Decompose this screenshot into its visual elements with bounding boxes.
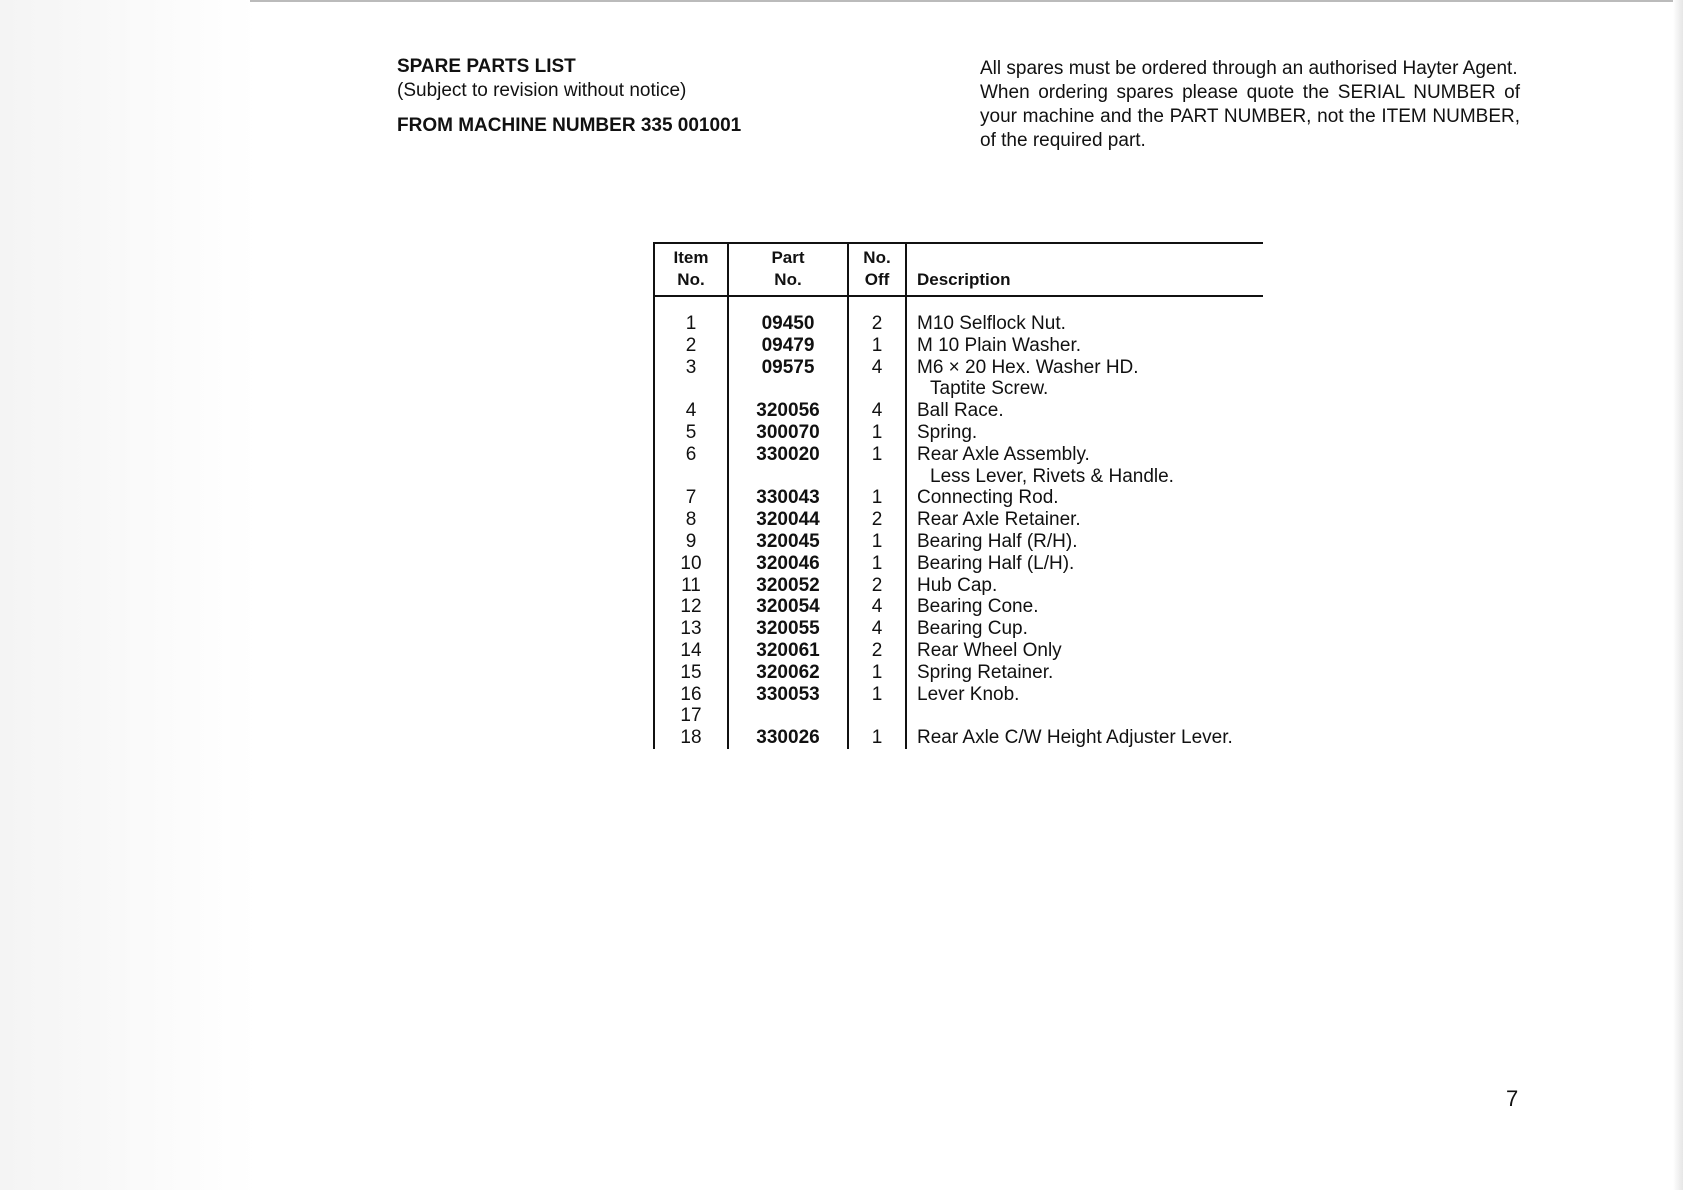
scan-right-edge — [1673, 0, 1683, 1190]
quantity-cell: 4 — [848, 596, 906, 618]
table-row — [654, 296, 1263, 335]
quantity-cell: 2 — [848, 296, 906, 335]
description-cell — [906, 531, 1263, 553]
part-number-cell: 320052 — [728, 575, 848, 597]
quantity-cell: 2 — [848, 575, 906, 597]
table-row — [654, 335, 1263, 357]
quantity-cell: 4 — [848, 618, 906, 640]
description-text: Connecting Rod. — [917, 487, 1059, 509]
item-number-cell: 12 — [654, 596, 728, 618]
quantity-cell: 1 — [848, 531, 906, 553]
spare-parts-table — [653, 242, 1263, 749]
description-text: Rear Axle C/W Height Adjuster Lever. — [917, 727, 1233, 749]
item-number-cell: 2 — [654, 335, 728, 357]
header-off-line1: No. — [863, 248, 891, 267]
part-number-cell: 330020 — [728, 444, 848, 488]
item-number-cell: 8 — [654, 509, 728, 531]
part-number-cell: 330026 — [728, 727, 848, 749]
part-number-cell — [728, 705, 848, 727]
part-number-cell: 09450 — [728, 296, 848, 335]
item-number-cell: 9 — [654, 531, 728, 553]
table-row — [654, 705, 1263, 727]
description-cell — [906, 596, 1263, 618]
machine-number: FROM MACHINE NUMBER 335 001001 — [397, 115, 742, 136]
item-number-cell: 14 — [654, 640, 728, 662]
description-text: Spring Retainer. — [917, 661, 1054, 683]
description-text: Lever Knob. — [917, 683, 1020, 705]
quantity-cell: 1 — [848, 422, 906, 444]
table-row — [654, 662, 1263, 684]
table-row — [654, 684, 1263, 706]
header-part-no — [728, 243, 848, 296]
item-number-cell: 4 — [654, 400, 728, 422]
table-row — [654, 487, 1263, 509]
description-text: Rear Wheel Only — [917, 639, 1062, 661]
item-number-cell: 7 — [654, 487, 728, 509]
quantity-cell: 4 — [848, 357, 906, 401]
table-row — [654, 444, 1263, 488]
table-row — [654, 727, 1263, 749]
description-text: M6 × 20 Hex. Washer HD. — [917, 356, 1139, 378]
description-cell — [906, 335, 1263, 357]
table-header-row — [654, 243, 1263, 296]
quantity-cell: 2 — [848, 509, 906, 531]
header-item-line1: Item — [673, 248, 709, 267]
description-text: Rear Axle Retainer. — [917, 509, 1081, 531]
quantity-cell: 1 — [848, 662, 906, 684]
item-number-cell: 3 — [654, 357, 728, 401]
table-body — [654, 296, 1263, 749]
part-number-cell: 320056 — [728, 400, 848, 422]
part-number-cell: 320055 — [728, 618, 848, 640]
quantity-cell: 1 — [848, 444, 906, 488]
description-text: Bearing Half (L/H). — [917, 552, 1075, 574]
description-text: M10 Selflock Nut. — [917, 313, 1066, 334]
description-cell — [906, 640, 1263, 662]
item-number-cell: 10 — [654, 553, 728, 575]
description-text: M 10 Plain Washer. — [917, 334, 1082, 356]
description-cell — [906, 575, 1263, 597]
description-text: Bearing Cone. — [917, 596, 1039, 618]
description-text: Bearing Cup. — [917, 618, 1028, 640]
description-text: Hub Cap. — [917, 574, 998, 596]
description-text: Ball Race. — [917, 400, 1004, 422]
table-row — [654, 357, 1263, 401]
parts-list-header — [397, 55, 817, 138]
part-number-cell: 320061 — [728, 640, 848, 662]
part-number-cell: 320045 — [728, 531, 848, 553]
item-number-cell: 11 — [654, 575, 728, 597]
description-continuation: Less Lever, Rivets & Handle. — [930, 465, 1174, 487]
header-part-line2: No. — [774, 270, 802, 289]
ordering-note-line2: When ordering spares please quote the SERIAL NUMBER of your machine and the PART NUMBER, not the ITEM NUMBER, of the required part. — [980, 82, 1520, 151]
table-row — [654, 640, 1263, 662]
item-number-cell: 1 — [654, 296, 728, 335]
quantity-cell: 1 — [848, 487, 906, 509]
table-row — [654, 596, 1263, 618]
part-number-cell: 300070 — [728, 422, 848, 444]
table-row — [654, 422, 1263, 444]
header-item-line2: No. — [677, 270, 705, 289]
item-number-cell: 18 — [654, 727, 728, 749]
description-cell — [906, 705, 1263, 727]
header-part-line1: Part — [771, 248, 805, 267]
description-cell — [906, 684, 1263, 706]
part-number-cell: 09479 — [728, 335, 848, 357]
part-number-cell: 320046 — [728, 553, 848, 575]
table-row — [654, 618, 1263, 640]
item-number-cell: 5 — [654, 422, 728, 444]
description-cell — [906, 618, 1263, 640]
description-continuation: Taptite Screw. — [930, 378, 1049, 400]
table-row — [654, 575, 1263, 597]
description-cell — [906, 444, 1263, 488]
item-number-cell: 17 — [654, 705, 728, 727]
table-row — [654, 531, 1263, 553]
description-text: Bearing Half (R/H). — [917, 530, 1078, 552]
description-cell — [906, 509, 1263, 531]
part-number-cell: 320062 — [728, 662, 848, 684]
description-cell — [906, 422, 1263, 444]
item-number-cell: 15 — [654, 662, 728, 684]
revision-note: (Subject to revision without notice) — [397, 80, 687, 101]
table-row — [654, 509, 1263, 531]
part-number-cell: 09575 — [728, 357, 848, 401]
part-number-cell: 320044 — [728, 509, 848, 531]
quantity-cell: 1 — [848, 684, 906, 706]
item-number-cell: 13 — [654, 618, 728, 640]
quantity-cell: 1 — [848, 727, 906, 749]
description-cell — [906, 487, 1263, 509]
part-number-cell: 330043 — [728, 487, 848, 509]
description-cell — [906, 296, 1263, 335]
description-text: Spring. — [917, 421, 978, 443]
description-text: Rear Axle Assembly. — [917, 443, 1090, 465]
description-cell — [906, 662, 1263, 684]
header-no-off — [848, 243, 906, 296]
page-title: SPARE PARTS LIST — [397, 56, 576, 77]
quantity-cell — [848, 705, 906, 727]
part-number-cell: 320054 — [728, 596, 848, 618]
scan-top-edge — [250, 0, 1683, 2]
header-description: Description — [906, 243, 1263, 296]
description-cell — [906, 553, 1263, 575]
ordering-note-line1: All spares must be ordered through an authorised Hayter Agent. — [980, 58, 1518, 79]
header-item-no — [654, 243, 728, 296]
table-row — [654, 400, 1263, 422]
description-cell — [906, 727, 1263, 749]
quantity-cell: 4 — [848, 400, 906, 422]
item-number-cell: 16 — [654, 684, 728, 706]
page-number: 7 — [1506, 1086, 1519, 1111]
header-off-line2: Off — [864, 270, 890, 289]
description-cell — [906, 357, 1263, 401]
scan-left-shadow — [0, 0, 258, 1190]
item-number-cell: 6 — [654, 444, 728, 488]
quantity-cell: 2 — [848, 640, 906, 662]
description-cell — [906, 400, 1263, 422]
table-row — [654, 553, 1263, 575]
ordering-instructions — [980, 57, 1520, 153]
quantity-cell: 1 — [848, 335, 906, 357]
part-number-cell: 330053 — [728, 684, 848, 706]
quantity-cell: 1 — [848, 553, 906, 575]
